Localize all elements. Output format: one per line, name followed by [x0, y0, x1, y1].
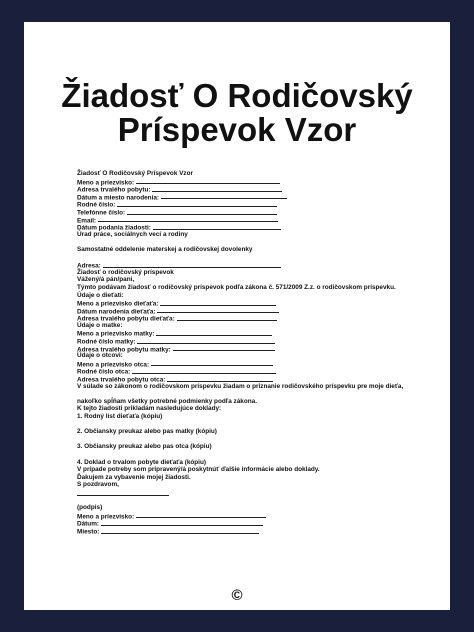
page-title: [24, 79, 450, 147]
attachments-intro: K tejto žiadosti prikladám nasledujúce doklady:: [77, 405, 222, 413]
blank-line: [117, 200, 277, 207]
department-name: Samostatné oddelenie materskej a rodičovskej dovolenky: [77, 245, 253, 253]
mother-heading: Údaje o matke:: [77, 321, 123, 329]
page-title-line-2: Príspevok Vzor: [117, 111, 357, 148]
blank-line: [153, 223, 281, 230]
blank-line: [136, 512, 266, 519]
child-field: Dátum narodenia dieťaťa:: [77, 307, 437, 315]
attachment-item: 2. Občiansky preukaz alebo pas matky (kópiu): [77, 428, 217, 436]
father-field: Adresa trvalého pobytu otca:: [77, 375, 437, 383]
blank-line: [177, 314, 277, 321]
sign-field: Dátum:: [77, 519, 437, 527]
child-field: Adresa trvalého pobytu dieťaťa:: [77, 314, 437, 322]
applicant-field: Adresa trvalého pobytu:: [77, 185, 437, 193]
blank-line: [132, 367, 276, 374]
address-field: Adresa:: [77, 261, 437, 269]
blank-line: [173, 345, 275, 352]
law-statement: V súlade so zákonom o rodičovskom príspevku žiadam o priznanie rodičovského príspevku pre moje dieťa,: [77, 382, 404, 390]
child-field: Meno a priezvisko dieťaťa:: [77, 299, 437, 307]
conditions-statement: nakoľko spĺňam všetky potrebné podmienky podľa zákona.: [77, 397, 258, 405]
closing-line: V prípade potreby som pripravený/á poskytnúť ďalšie informácie alebo doklady.: [77, 466, 320, 474]
page-title-line-1: Žiadosť O Rodičovský: [61, 77, 413, 114]
attachment-item: 3. Občiansky preukaz alebo pas otca (kópiu): [77, 443, 212, 451]
blank-line: [136, 178, 280, 185]
attachment-item: 1. Rodný list dieťaťa (kópiu): [77, 413, 163, 420]
blank-line: [157, 307, 279, 314]
mother-field: Meno a priezvisko matky:: [77, 329, 437, 337]
blank-line: [77, 489, 169, 496]
applicant-field: Dátum podania žiadosti:: [77, 223, 437, 231]
office-name: Úrad práce, sociálnych vecí a rodiny: [77, 230, 188, 238]
blank-line: [152, 185, 282, 192]
blank-line: [98, 216, 278, 223]
father-field: Rodné číslo otca:: [77, 367, 437, 375]
blank-line: [101, 519, 263, 526]
letter-heading: Žiadosť O Rodičovský Príspevok Vzor: [77, 170, 193, 177]
letter-body: [77, 170, 437, 535]
blank-line: [161, 193, 287, 200]
father-field: Meno a priezvisko otca:: [77, 360, 437, 368]
signature-label: (podpis): [77, 504, 103, 512]
applicant-field: Rodné číslo:: [77, 200, 437, 208]
applicant-field: Email:: [77, 216, 437, 224]
blank-line: [156, 329, 272, 336]
sign-field: Meno a priezvisko:: [77, 512, 437, 520]
blank-line: [127, 208, 277, 215]
letter-intro: Týmto podávam žiadosť o rodičovský príspevok podľa zákona č. 571/2009 Z.z. o rodičovskom príspevku.: [77, 283, 396, 291]
blank-line: [167, 375, 273, 382]
applicant-field: Dátum a miesto narodenia:: [77, 193, 437, 201]
child-heading: Údaje o dieťati:: [77, 291, 124, 299]
blank-line: [137, 337, 275, 344]
blank-line: [160, 299, 276, 306]
signature-line: [77, 489, 437, 497]
mother-field: Rodné číslo matky:: [77, 337, 437, 345]
mother-field: Adresa trvalého pobytu matky:: [77, 345, 437, 353]
sign-field: Miesto:: [77, 527, 437, 535]
attachment-item: 4. Doklad o trvalom pobyte dieťaťa (kópiu): [77, 458, 206, 466]
blank-line: [101, 527, 259, 534]
father-heading: Údaje o otcovi:: [77, 352, 123, 360]
blank-line: [103, 261, 281, 268]
applicant-field: Telefónne číslo:: [77, 208, 437, 216]
document-page: [24, 22, 450, 610]
copyright-icon: ©: [231, 587, 243, 604]
closing-line: S pozdravom,: [77, 481, 119, 489]
blank-line: [151, 360, 273, 367]
letter-greeting: Vážený/á pán/pani,: [77, 276, 135, 284]
closing-line: Ďakujem za vybavenie mojej žiadosti.: [77, 473, 191, 481]
applicant-field: Meno a priezvisko:: [77, 178, 437, 186]
letter-subject: Žiadosť o rodičovský príspevok: [77, 268, 174, 276]
